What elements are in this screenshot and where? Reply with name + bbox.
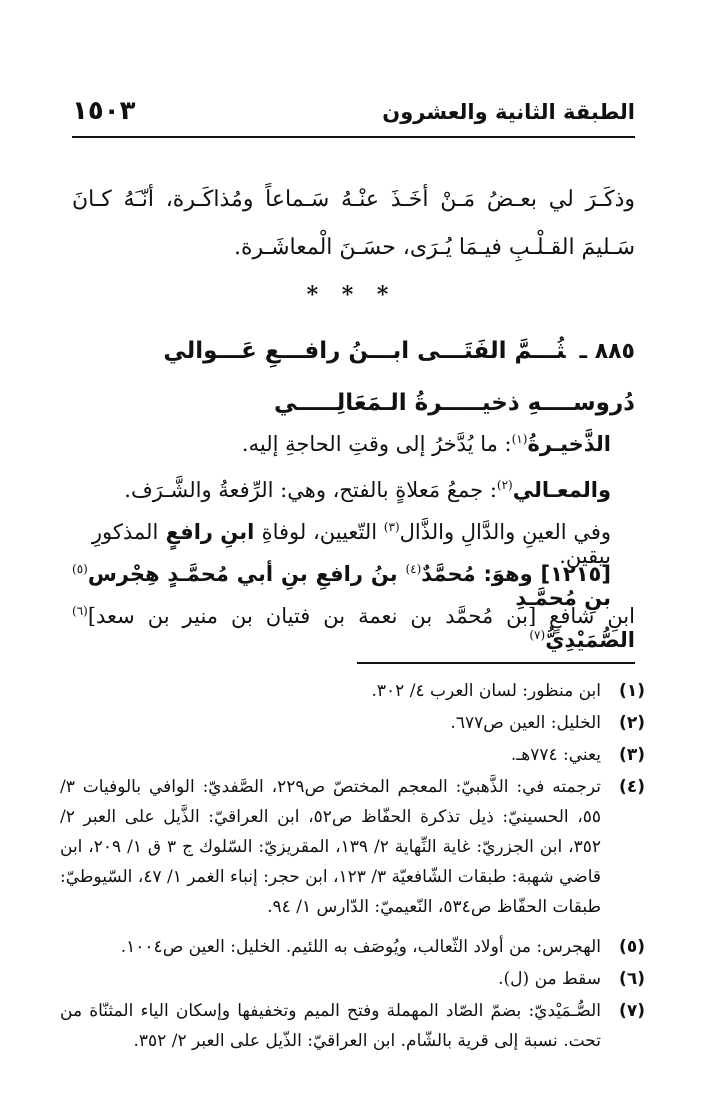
intro-paragraph: وذكَـرَ لي بعـضُ مَـنْ أخَـذَ عنْـهُ سَـماعاً ومُذاكَـرة، أنّـَهُ كـانَ سَـليمَ القـلْـبِ فيـمَا يُـرَى، حسَـنَ الْمعاشَـرة. xyxy=(72,187,635,260)
footnote-text: الخليل: العين ص٦٧٧. xyxy=(450,713,601,733)
footnote-number: (٦) xyxy=(619,969,645,989)
biography-line-2 xyxy=(72,604,635,652)
section-separator: * * * xyxy=(306,282,397,308)
header-rule xyxy=(72,136,635,138)
biography-line-2-a: ابنِ شافعٍ [بن مُحمَّد بن نعمة بن فتيان بن منير بن سعد] xyxy=(87,604,635,628)
footnote-number: (٢) xyxy=(619,713,645,733)
running-header xyxy=(72,96,635,136)
footnote-text: الصُّـمَيْديّ: بضمّ الصّاد المهملة وفتح الميم وتخفيفها وإسكان الياء المثنّاة من تحت. نسبة إلى قرية بالشّام. ابن العراقيّ: الذّيل على العبر ٢/ ٣٥٢. xyxy=(60,1001,601,1051)
definition-1 xyxy=(72,432,611,456)
footnote-number: (١) xyxy=(619,681,645,701)
poem-line-1 xyxy=(72,338,635,364)
footnote-number: (٤) xyxy=(619,777,645,797)
definition-2-text: : جمعُ مَعلاةٍ بالفتح، وهي: الرِّفعةُ والشَّـرَف. xyxy=(124,478,497,502)
footnote-text: ترجمته في: الذَّهبيّ: المعجم المختصّ ص٢٢٩، الصَّفديّ: الوافي بالوفيات ٣/ ٥٥، الحسينيّ: ذيل تذكرة الحفّاظ ص٥٢، ابن العراقيّ: الذَّيل على العبر ٢/ ٣٥٢، ابن الجزريّ: غاية النِّهاية ٢/ ١٣٩، المقريزيّ: السّلوك ج ٣ ق ١/ ٢٠٩، ابن قاضي شهبة: طبقات الشّافعيّة ٣/ ١٢٣، ابن حجر: إنباء الغمر ١/ ٤٧، السّيوطيّ: طبقات الحفّاظ ص٥٣٤، النّعيميّ: الدّارس ١/ ٩٤. xyxy=(60,777,602,917)
definition-1-term: الذَّخيـرةُ xyxy=(527,432,611,456)
footnote-ref-6[interactable]: (٦) xyxy=(72,604,88,618)
header-title: الطبقة الثانية والعشرون xyxy=(382,100,635,124)
footnote-number: (٧) xyxy=(619,1001,645,1021)
footnote-6 xyxy=(60,964,645,994)
footnote-5 xyxy=(60,932,645,962)
definition-3 xyxy=(72,520,611,568)
biography-line-1 xyxy=(72,562,611,610)
definition-2-term: والمعـالي xyxy=(512,478,611,502)
footnote-4 xyxy=(60,772,645,922)
definition-1-text: : ما يُدَّخرُ إلى وقتِ الحاجةِ إليه. xyxy=(241,432,512,456)
definition-2 xyxy=(72,478,611,502)
footnote-1 xyxy=(60,676,645,706)
biography-line-1-end: بنِ مُحمَّـدِ xyxy=(515,586,611,610)
footnote-text: يعني: ٧٧٤هـ. xyxy=(510,745,601,765)
poem-number: ٨٨٥ ـ xyxy=(579,339,635,364)
footnote-rule xyxy=(357,662,635,664)
footnote-ref-3[interactable]: (٣) xyxy=(383,520,400,534)
footnote-number: (٣) xyxy=(619,745,645,765)
biography-line-1-rest: بنُ رافعِ بنِ أبي مُحمَّـدٍ هِجْرس xyxy=(87,562,406,586)
footnote-3 xyxy=(60,740,645,770)
biography-id: [١٢١٥] xyxy=(540,562,611,586)
poem-line-2: دُروســــهِ ذخيـــــرةُ الـمَعَالِـــــي xyxy=(274,390,635,416)
definition-3-text-c: المذكورِ بيقين. xyxy=(91,520,611,568)
footnote-ref-2[interactable]: (٢) xyxy=(496,478,513,492)
definition-3-text-a: وفي العينِ والدَّالِ والذَّال xyxy=(399,520,611,544)
footnote-text: سقط من (ل). xyxy=(498,969,601,989)
footnote-text: الهجرس: من أولاد الثّعالب، ويُوصَف به اللئيم. الخليل: العين ص١٠٠٤. xyxy=(120,937,601,957)
footnote-2 xyxy=(60,708,645,738)
page-number: ١٥٠٣ xyxy=(72,96,136,126)
footnote-7 xyxy=(60,996,645,1056)
footnote-ref-5[interactable]: (٥) xyxy=(72,562,88,576)
definition-3-bold: ابنِ رافعٍ xyxy=(158,520,262,544)
footnote-ref-1[interactable]: (١) xyxy=(511,432,528,446)
footnote-ref-7[interactable]: (٧) xyxy=(529,628,546,642)
biography-nisba: الصُّمَيْدِيُّ xyxy=(545,628,635,652)
poem-line-1-text: ثُـــمَّ الفَتَـــى ابـــنُ رافـــعِ عَـــوالي xyxy=(163,338,566,364)
biography-lead: وهوَ: مُحمَّدٌ xyxy=(421,562,541,586)
footnote-number: (٥) xyxy=(619,937,645,957)
definition-3-text-b: التّعيين، لوفاةِ xyxy=(261,520,384,544)
footnote-text: ابن منظور: لسان العرب ٤/ ٣٠٢. xyxy=(371,681,601,701)
footnote-ref-4[interactable]: (٤) xyxy=(405,562,422,576)
